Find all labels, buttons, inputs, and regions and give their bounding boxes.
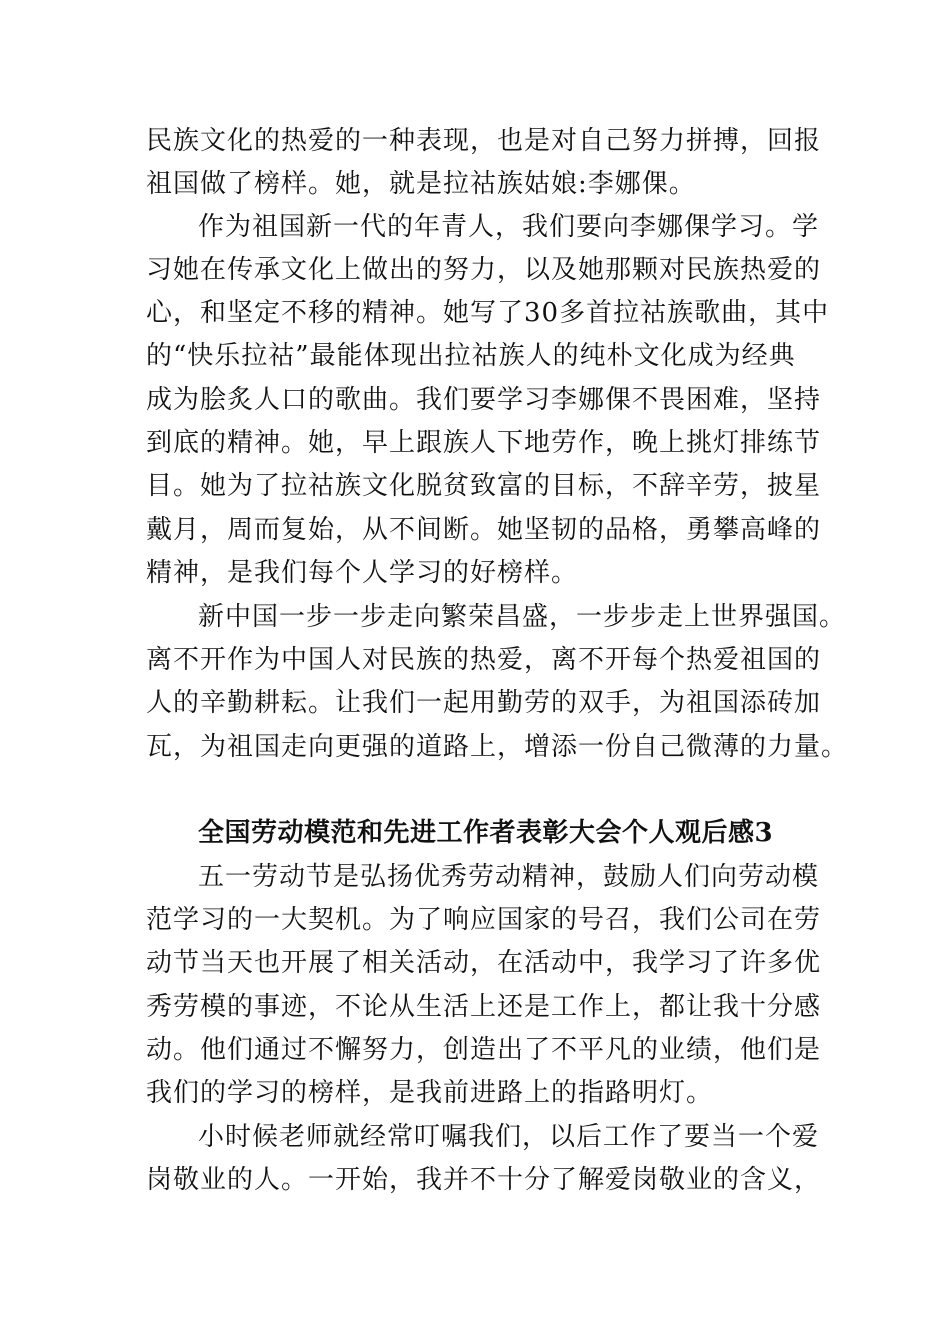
paragraph-line: 精神，是我们每个人学习的好榜样。 xyxy=(146,558,579,588)
paragraph-line: 作为祖国新一代的年青人，我们要向李娜倮学习。学 xyxy=(198,212,820,242)
paragraph-line: 范学习的一大契机。为了响应国家的号召，我们公司在劳 xyxy=(146,905,822,935)
paragraph-line: 新中国一步一步走向繁荣昌盛，一步步走上世界强国。 xyxy=(198,602,847,632)
paragraph-line: 我们的学习的榜样，是我前进路上的指路明灯。 xyxy=(146,1078,714,1108)
section-title: 全国劳动模范和先进工作者表彰大会个人观后感3 xyxy=(198,818,774,848)
paragraph-line: 瓦，为祖国走向更强的道路上，增添一份自己微薄的力量。 xyxy=(146,732,849,762)
paragraph-line: 离不开作为中国人对民族的热爱，离不开每个热爱祖国的 xyxy=(146,645,822,675)
paragraph-line: 人的辛勤耕耘。让我们一起用勤劳的双手，为祖国添砖加 xyxy=(146,688,822,718)
paragraph-line: 心，和坚定不移的精神。她写了30多首拉祜族歌曲，其中 xyxy=(146,298,830,328)
paragraph-line: 秀劳模的事迹，不论从生活上还是工作上，都让我十分感 xyxy=(146,992,822,1022)
paragraph-line: 目。她为了拉祜族文化脱贫致富的目标，不辞辛劳，披星 xyxy=(146,471,822,501)
paragraph-line: 五一劳动节是弘扬优秀劳动精神，鼓励人们向劳动模 xyxy=(198,862,820,892)
paragraph-line: 的“快乐拉祜”最能体现出拉祜族人的纯朴文化成为经典 xyxy=(146,341,796,371)
paragraph-line: 民族文化的热爱的一种表现，也是对自己努力拼搏，回报 xyxy=(146,126,822,156)
paragraph-line: 戴月，周而复始，从不间断。她坚韧的品格，勇攀高峰的 xyxy=(146,515,822,545)
paragraph-line: 到底的精神。她，早上跟族人下地劳作，晚上挑灯排练节 xyxy=(146,428,822,458)
paragraph-line: 动节当天也开展了相关活动，在活动中，我学习了许多优 xyxy=(146,948,822,978)
paragraph-line: 祖国做了榜样。她，就是拉祜族姑娘:李娜倮。 xyxy=(146,169,696,199)
paragraph-line: 小时候老师就经常叮嘱我们，以后工作了要当一个爱 xyxy=(198,1122,820,1152)
paragraph-line: 岗敬业的人。一开始，我并不十分了解爱岗敬业的含义， xyxy=(146,1165,822,1195)
paragraph-line: 成为脍炙人口的歌曲。我们要学习李娜倮不畏困难，坚持 xyxy=(146,385,822,415)
paragraph-line: 动。他们通过不懈努力，创造出了不平凡的业绩，他们是 xyxy=(146,1035,822,1065)
paragraph-line: 习她在传承文化上做出的努力，以及她那颗对民族热爱的 xyxy=(146,255,822,285)
